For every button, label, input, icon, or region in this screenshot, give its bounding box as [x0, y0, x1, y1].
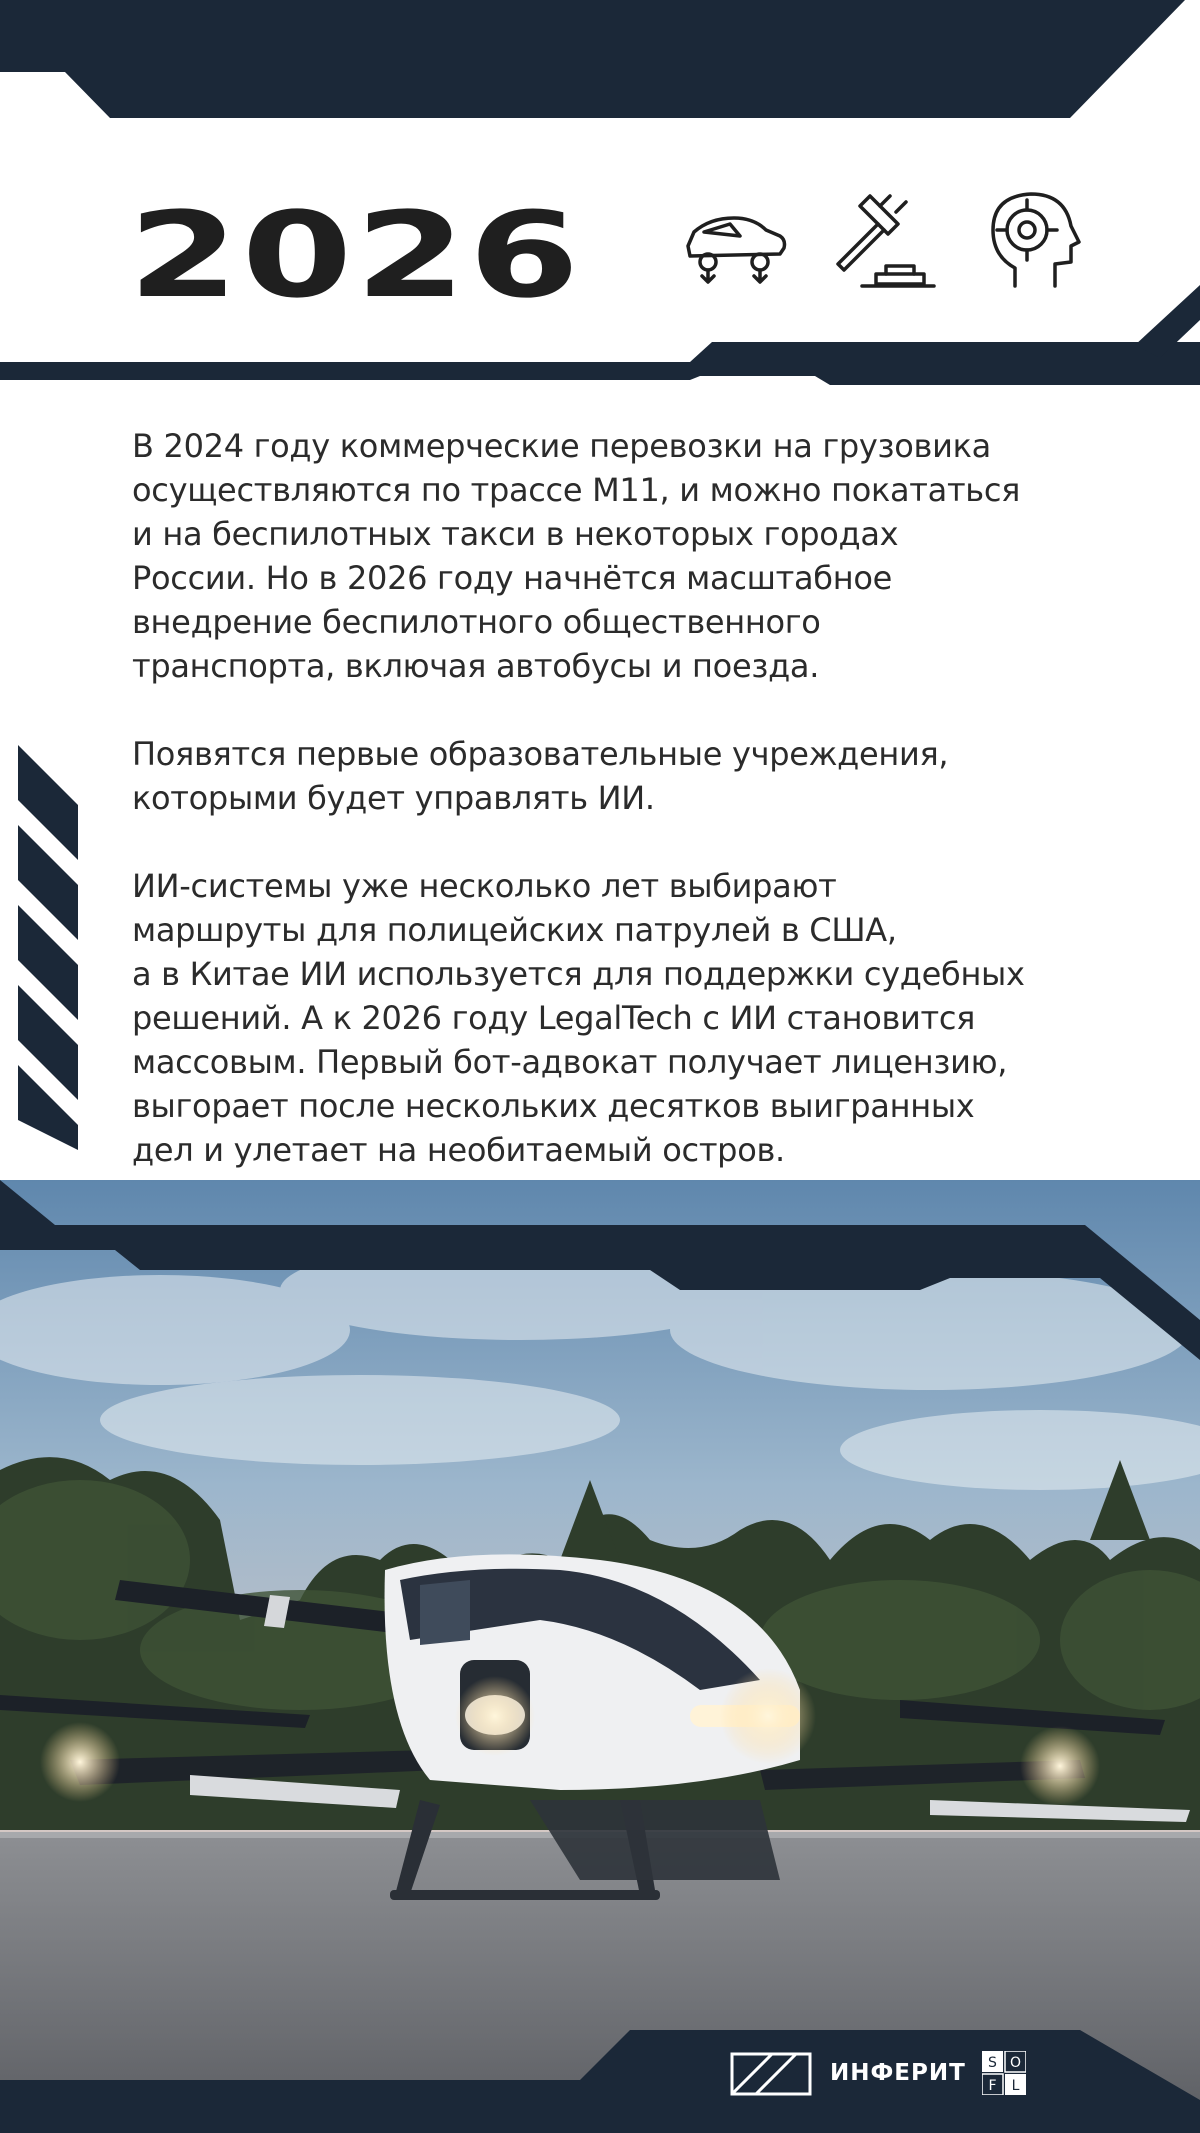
sofl-badge — [982, 2051, 1026, 2095]
body-text — [132, 424, 1132, 1216]
sofl-letter-f: F — [988, 2078, 997, 2094]
brand-name: ИНФЕРИТ — [830, 2060, 966, 2086]
hazard-stripes — [18, 745, 78, 1150]
inferit-logo-icon — [730, 2052, 812, 2096]
paragraph-education: Появятся первые образовательные учреждения, которыми будет управлять ИИ. — [132, 735, 949, 817]
ai-head-icon — [985, 186, 1085, 296]
judge-gavel-icon — [830, 186, 940, 296]
sofl-letter-o: O — [1009, 2055, 1022, 2071]
sofl-letter-l: L — [1011, 2078, 1020, 2094]
year-title: 2026 — [128, 186, 583, 324]
paragraph-transport: В 2024 году коммерческие перевозки на грузовика осуществляются по трассе М11, и можно покататься и на беспилотных такси в некоторых городах России. Но в 2026 году начнётся масштабное внедрение беспилотного общественного транспорта, включая автобусы и поезда. — [132, 427, 1021, 685]
sofl-letter-s: S — [988, 2055, 997, 2071]
top-band — [0, 0, 1185, 118]
self-driving-car-icon — [680, 206, 790, 286]
header-divider — [0, 342, 1200, 385]
paragraph-legaltech: ИИ-системы уже несколько лет выбирают маршруты для полицейских патрулей в США, а в Китае ИИ используется для поддержки судебных решений. А к 2026 году LegalTech с ИИ становится массовым. Первый бот-адвокат получает лицензию, выгорает после нескольких десятков выигранных дел и улетает на необитаемый остров. — [132, 867, 1025, 1169]
